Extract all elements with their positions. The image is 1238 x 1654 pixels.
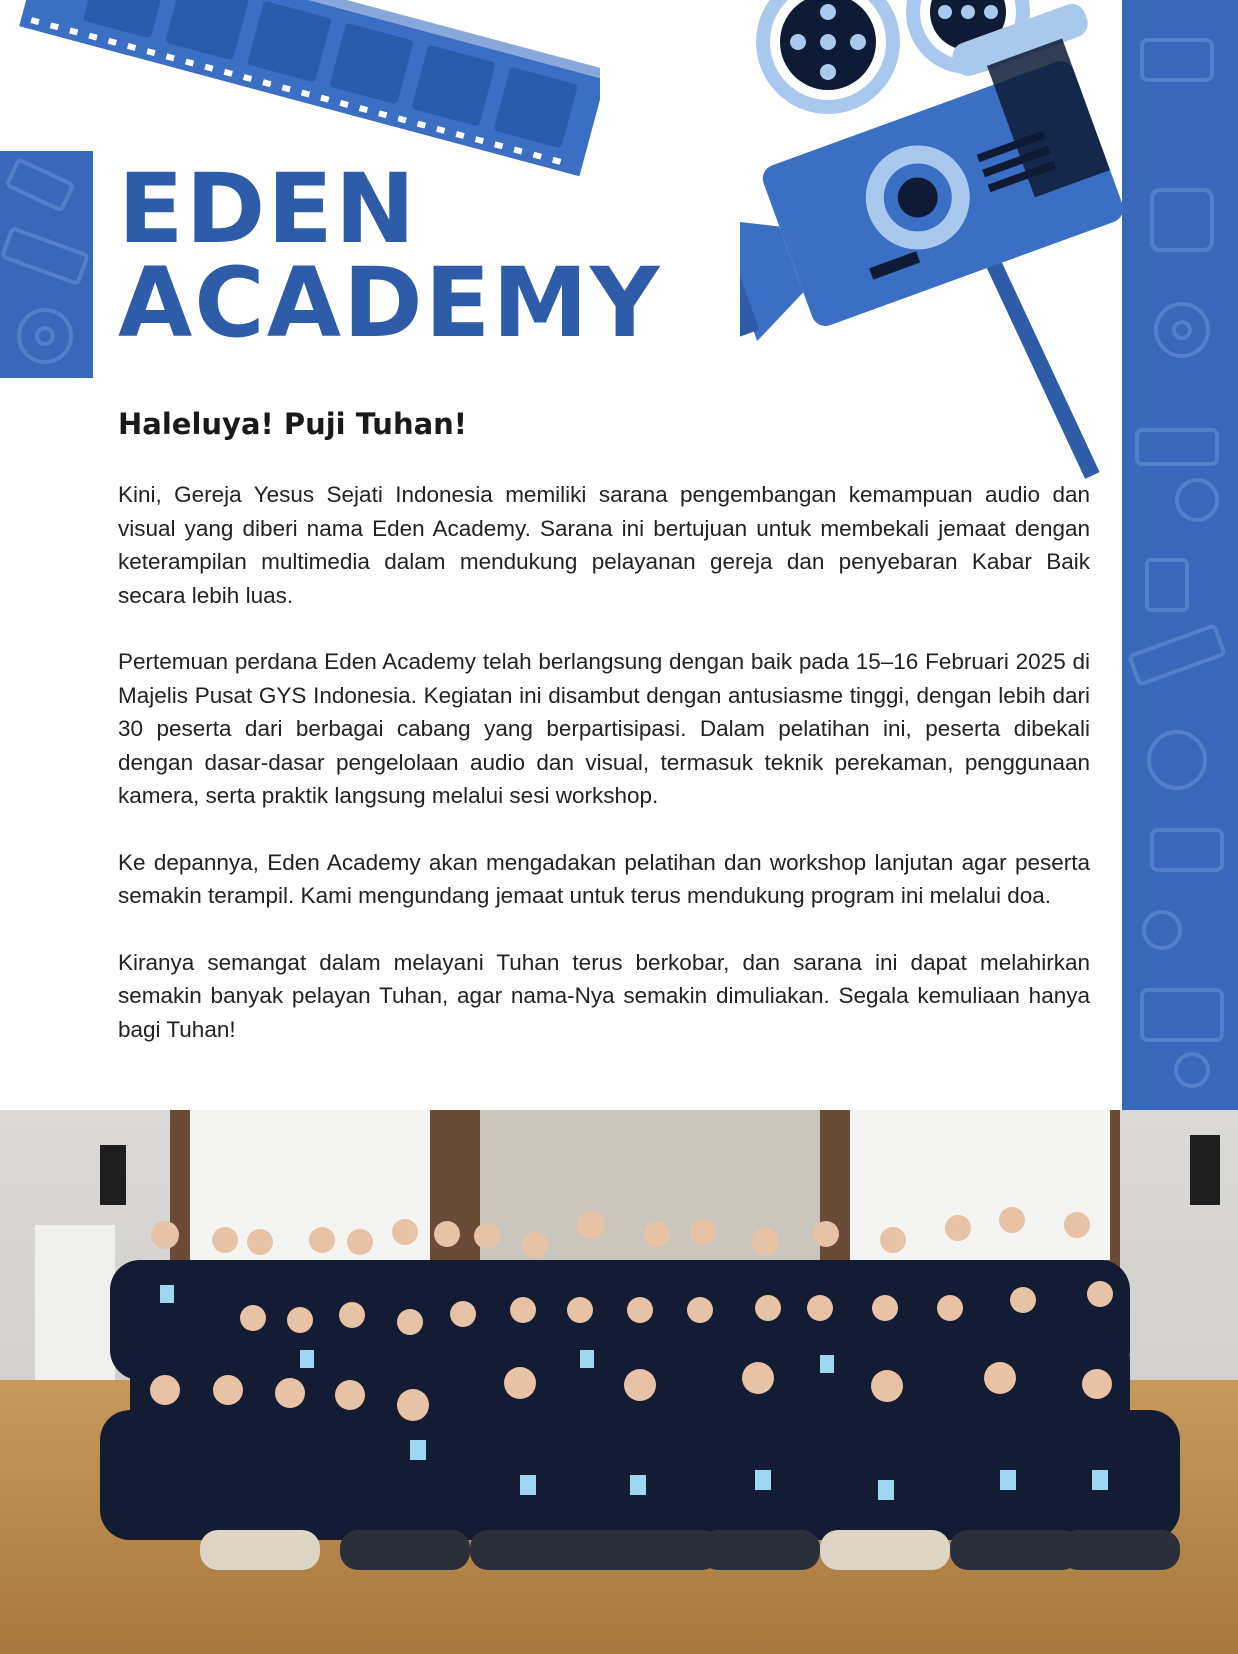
pattern-icons <box>0 151 93 378</box>
article-heading: Haleluya! Puji Tuhan! <box>118 407 468 441</box>
title-line-2: ACADEMY <box>118 247 662 359</box>
left-pattern-panel <box>0 151 93 378</box>
paragraph-3: Ke depannya, Eden Academy akan mengadakan pelatihan dan workshop lanjutan agar peserta semakin terampil. Kami mengundang jemaat untuk terus mendukung program ini melalui doa. <box>118 849 1090 908</box>
group-photo-image <box>0 1110 1238 1654</box>
page-title <box>118 153 662 359</box>
paragraph-4: Kiranya semangat dalam melayani Tuhan terus berkobar, dan sarana ini dapat melahirkan semakin banyak pelayan Tuhan, agar nama-Nya semakin dimuliakan. Segala kemuliaan hanya bagi Tuhan! <box>118 949 1090 1042</box>
film-projector-icon <box>740 0 1140 520</box>
group-photo <box>0 1110 1238 1654</box>
article-body <box>118 478 1090 1079</box>
paragraph-1: Kini, Gereja Yesus Sejati Indonesia memiliki sarana pengembangan kemampuan audio dan visual yang diberi nama Eden Academy. Sarana ini bertujuan untuk membekali jemaat dengan keterampilan multimedia dalam mendukung pelayanan gereja dan penyebaran Kabar Baik secara lebih luas. <box>118 482 1090 608</box>
paragraph-2: Pertemuan perdana Eden Academy telah berlangsung dengan baik pada 15–16 Februari 2025 di Majelis Pusat GYS Indonesia. Kegiatan ini disambut dengan antusiasme tinggi, dengan lebih dari 30 peserta dari berbagai cabang yang berpartisipasi. Dalam pelatihan ini, peserta dibekali dengan dasar-dasar pengelolaan audio dan visual, termasuk teknik perekaman, penggunaan kamera, serta praktik langsung melalui sesi workshop. <box>118 649 1090 808</box>
title-line-1: EDEN <box>118 153 418 265</box>
